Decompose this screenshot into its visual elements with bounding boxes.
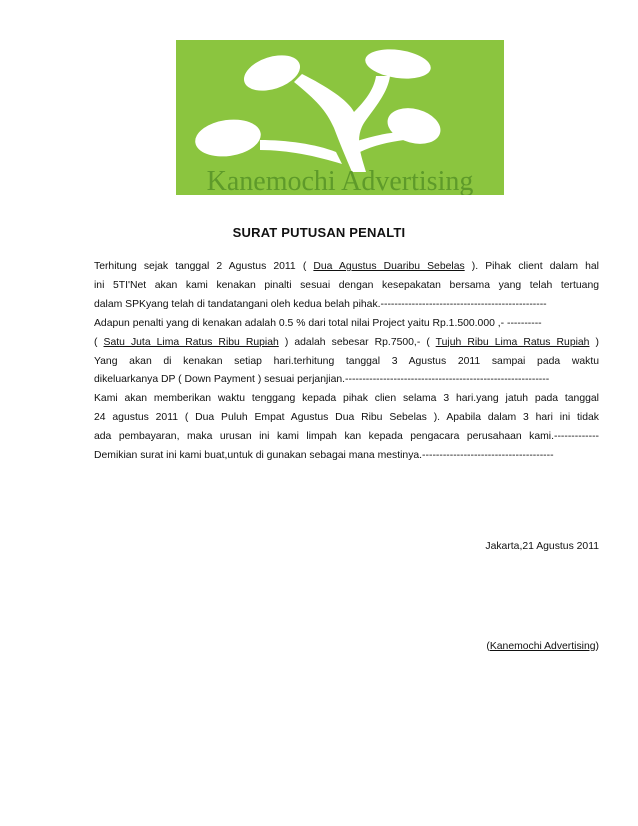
paragraph-line: Yang akan di kenakan setiap hari.terhitung tanggal 3 Agustus 2011 sampai pada waktu xyxy=(94,355,599,367)
paragraph-line: ini 5TI'Net akan kami kenakan pinalti sesuai dengan kesepakatan bersama yang telah tertuang xyxy=(94,279,599,291)
paragraph-line: 24 agustus 2011 ( Dua Puluh Empat Agustus Dua Ribu Sebelas ). Apabila dalam 3 hari ini tidak xyxy=(94,412,599,424)
paragraph-line: Demikian surat ini kami buat,untuk di gunakan sebagai mana mestinya.-------------------------------------- xyxy=(94,450,554,462)
paragraph-line: dalam SPKyang telah di tandatangani oleh kedua belah pihak.------------------------------------------------ xyxy=(94,298,547,310)
paragraph-line: ada pembayaran, maka urusan ini kami limpah kan kepada pengacara perusahaan kami.------------- xyxy=(94,431,599,443)
logo-wordmark: Kanemochi Advertising xyxy=(206,166,474,195)
letter-date: Jakarta,21 Agustus 2011 xyxy=(485,541,599,552)
signature-block: (Kanemochi Advertising) xyxy=(486,641,599,652)
signatory-name: Kanemochi Advertising xyxy=(489,641,596,652)
paragraph-line: ( Satu Juta Lima Ratus Ribu Rupiah ) adalah sebesar Rp.7500,- ( Tujuh Ribu Lima Ratus Rupiah ) xyxy=(94,336,599,348)
paragraph-line: dikeluarkanya DP ( Down Payment ) sesuai perjanjian.----------------------------------------------------------- xyxy=(94,374,550,386)
page-title: SURAT PUTUSAN PENALTI xyxy=(232,225,406,240)
paragraph-line: Adapun penalti yang di kenakan adalah 0.5 % dari total nilai Project yaitu Rp.1.500.000 ,- ---------- xyxy=(94,317,542,329)
paragraph-line: Terhitung sejak tanggal 2 Agustus 2011 ( Dua Agustus Duaribu Sebelas ). Pihak client dalam hal xyxy=(94,261,599,272)
paragraph-line: Kami akan memberikan waktu tenggang kepada pihak clien selama 3 hari.yang jatuh pada tanggal xyxy=(94,393,599,405)
company-logo xyxy=(176,40,504,195)
letter-body xyxy=(94,258,599,466)
